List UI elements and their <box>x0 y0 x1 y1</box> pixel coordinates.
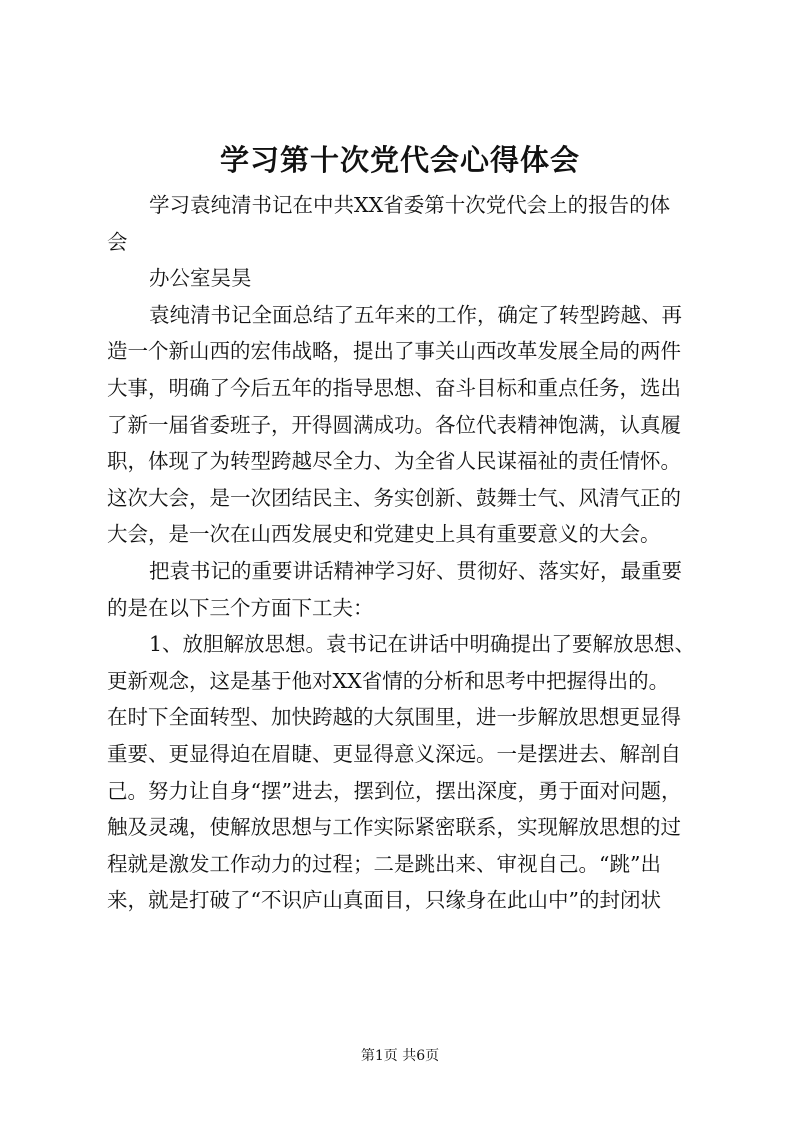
paragraph-line: 重要、更显得迫在眉睫、更显得意义深远。一是摆进去、解剖自 <box>107 741 681 766</box>
paragraph-line: 触及灵魂，使解放思想与工作实际紧密联系，实现解放思想的过 <box>107 815 681 840</box>
paragraph-line: 会 <box>107 229 128 254</box>
page-footer: 第1页 共6页 <box>360 1048 440 1064</box>
paragraph-line: 程就是激发工作动力的过程；二是跳出来、审视自己。“跳”出 <box>107 851 661 876</box>
paragraph-line: 己。努力让自身“摆”进去，摆到位，摆出深度，勇于面对问题， <box>107 778 682 803</box>
paragraph-line: 大事，明确了今后五年的指导思想、奋斗目标和重点任务，选出 <box>107 375 681 400</box>
paragraph-line: 学习袁纯清书记在中共XX省委第十次党代会上的报告的体 <box>149 193 671 217</box>
paragraph-line: 在时下全面转型、加快跨越的大氛围里，进一步解放思想更显得 <box>107 705 681 730</box>
paragraph-line: 职，体现了为转型跨越尽全力、为全省人民谋福祉的责任情怀。 <box>107 449 681 474</box>
paragraph-line: 把袁书记的重要讲话精神学习好、贯彻好、落实好，最重要 <box>149 558 682 583</box>
paragraph-line: 更新观念，这是基于他对XX省情的分析和思考中把握得出的。 <box>107 668 670 693</box>
paragraph-line: 大会，是一次在山西发展史和党建史上具有重要意义的大会。 <box>107 522 661 547</box>
paragraph-line: 造一个新山西的宏伟战略，提出了事关山西改革发展全局的两件 <box>107 339 681 364</box>
document-body <box>107 187 719 919</box>
paragraph-line: 袁纯清书记全面总结了五年来的工作，确定了转型跨越、再 <box>149 302 682 327</box>
author-line: 办公室吴昊 <box>149 266 252 291</box>
paragraph-line: 1、放胆解放思想。袁书记在讲话中明确提出了要解放思想、 <box>149 632 696 657</box>
paragraph-line: 了新一届省委班子，开得圆满成功。各位代表精神饱满，认真履 <box>107 412 681 437</box>
paragraph-line: 这次大会，是一次团结民主、务实创新、鼓舞士气、风清气正的 <box>107 485 681 510</box>
paragraph-line: 来，就是打破了“不识庐山真面目，只缘身在此山中”的封闭状 <box>107 888 661 913</box>
document-title: 学习第十次党代会心得体会 <box>219 143 580 177</box>
paragraph-line: 的是在以下三个方面下工夫： <box>107 595 374 620</box>
